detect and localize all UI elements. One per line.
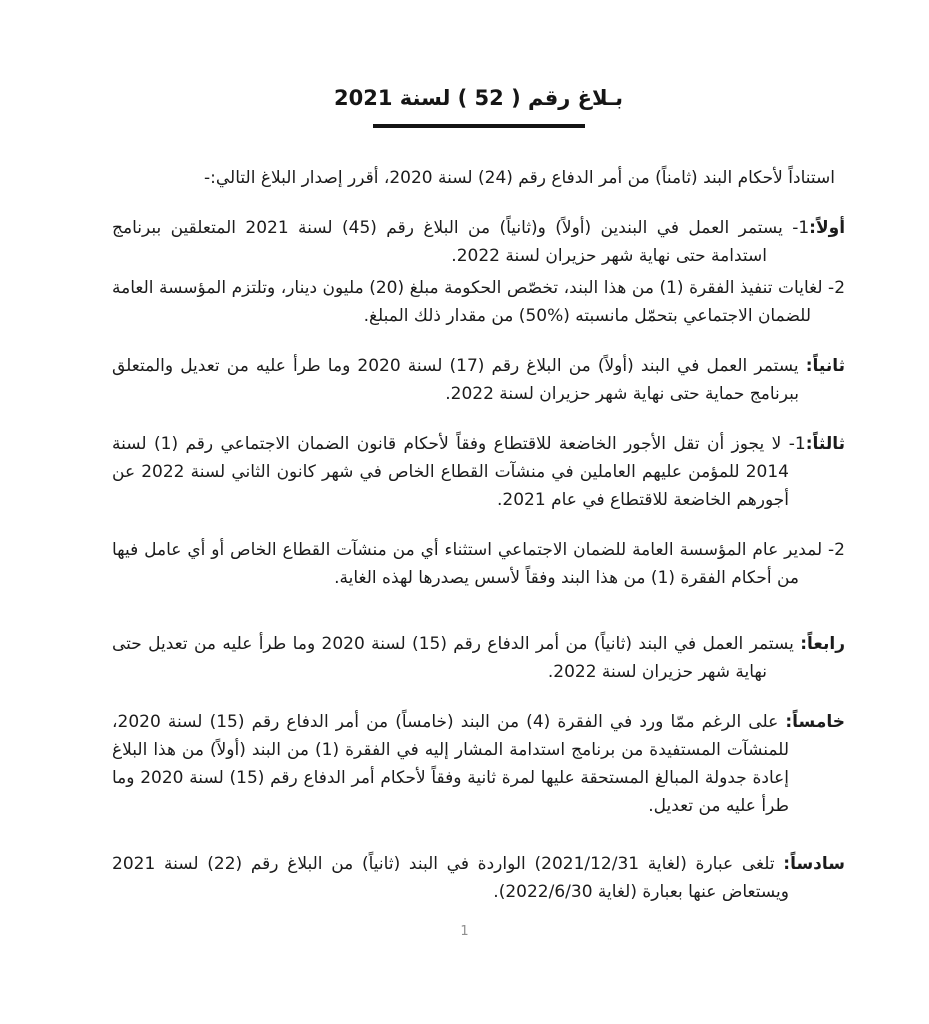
page-number: 1 [460,924,469,939]
section-1-item-1-number: 1- [792,218,810,238]
intro-paragraph: استناداً لأحكام البند (ثامناً) من أمر الدفاع رقم (24) لسنة 2020، أقرر إصدار البلاغ التالي:- [204,168,835,188]
section-3-item-2 [112,536,845,592]
section-2-text: يستمر العمل في البند (أولاً) من البلاغ رقم (17) لسنة 2020 وما طرأ عليه من تعديل والمتعلق ببرنامج حماية حتى نهاية شهر حزيران لسنة 2022. [112,356,799,404]
section-5-paragraph [112,708,845,820]
section-1-item-2 [112,274,845,330]
section-2-label: ثانياً: [805,356,846,376]
title-underline [373,124,585,128]
section-4-paragraph [112,630,845,686]
section-3-item-1 [112,430,845,514]
section-4-label: رابعاً: [800,634,845,654]
section-4-text: يستمر العمل في البند (ثانياً) من أمر الدفاع رقم (15) لسنة 2020 وما طرأ عليه من تعديل حتى نهاية شهر حزيران لسنة 2022. [112,634,794,682]
section-3-item-1-number: 1- [788,434,806,454]
section-3-item-2-text: لمدير عام المؤسسة العامة للضمان الاجتماعي استثناء أي من منشآت القطاع الخاص أو أي عامل فيها من أحكام الفقرة (1) من هذا البند وفقاً لأسس يصدرها لهذه الغاية. [112,540,823,588]
section-5-label: خامساً: [785,712,846,732]
section-2-paragraph [112,352,845,408]
section-6-paragraph [112,850,845,906]
section-1-item-1 [112,214,845,270]
section-1-label: أولاً: [809,218,846,238]
document-title: بـلاغ رقم ( 52 ) لسنة 2021 [334,86,623,110]
section-1-item-2-number: 2- [828,278,846,298]
section-6-label: سادساً: [783,854,845,874]
document-content [112,86,845,906]
section-5-text: على الرغم ممّا ورد في الفقرة (4) من البند (خامساً) من أمر الدفاع رقم (15) لسنة 2020، للمنشآت المستفيدة من برنامج استدامة المشار إليه في الفقرة (1) من البند (أولاً) من هذا البلاغ إعادة جدولة المبالغ المستحقة عليها لمرة ثانية وفقاً لأحكام أمر الدفاع رقم (15) لسنة 2020 وما طرأ عليه من تعديل. [112,712,789,816]
section-3-item-2-number: 2- [828,540,845,560]
section-3-item-1-text: لا يجوز أن تقل الأجور الخاضعة للاقتطاع وفقاً لأحكام قانون الضمان الاجتماعي رقم (1) لسنة 2014 للمؤمن عليهم العاملين في منشآت القطاع الخاص في شهر كانون الثاني لسنة 2022 عن أجورهم الخاضعة للاقتطاع في عام 2021. [112,434,789,510]
section-6-text: تلغى عبارة (لغاية 2021/12/31) الواردة في البند (ثانياً) من البلاغ رقم (22) لسنة 2021 ويستعاض عنها بعبارة (لغاية 2022/6/30). [112,854,789,902]
section-1-item-1-text: يستمر العمل في البندين (أولاً) و(ثانياً) من البلاغ رقم (45) لسنة 2021 المتعلقين ببرنامج استدامة حتى نهاية شهر حزيران لسنة 2022. [112,218,783,266]
section-3-label: ثالثاً: [805,434,845,454]
section-1-item-2-text: لغايات تنفيذ الفقرة (1) من هذا البند، تخصّص الحكومة مبلغ (20) مليون دينار، وتلتزم المؤسسة العامة للضمان الاجتماعي بتحمّل مانسبته (%50) من مقدار ذلك المبلغ. [112,278,823,326]
